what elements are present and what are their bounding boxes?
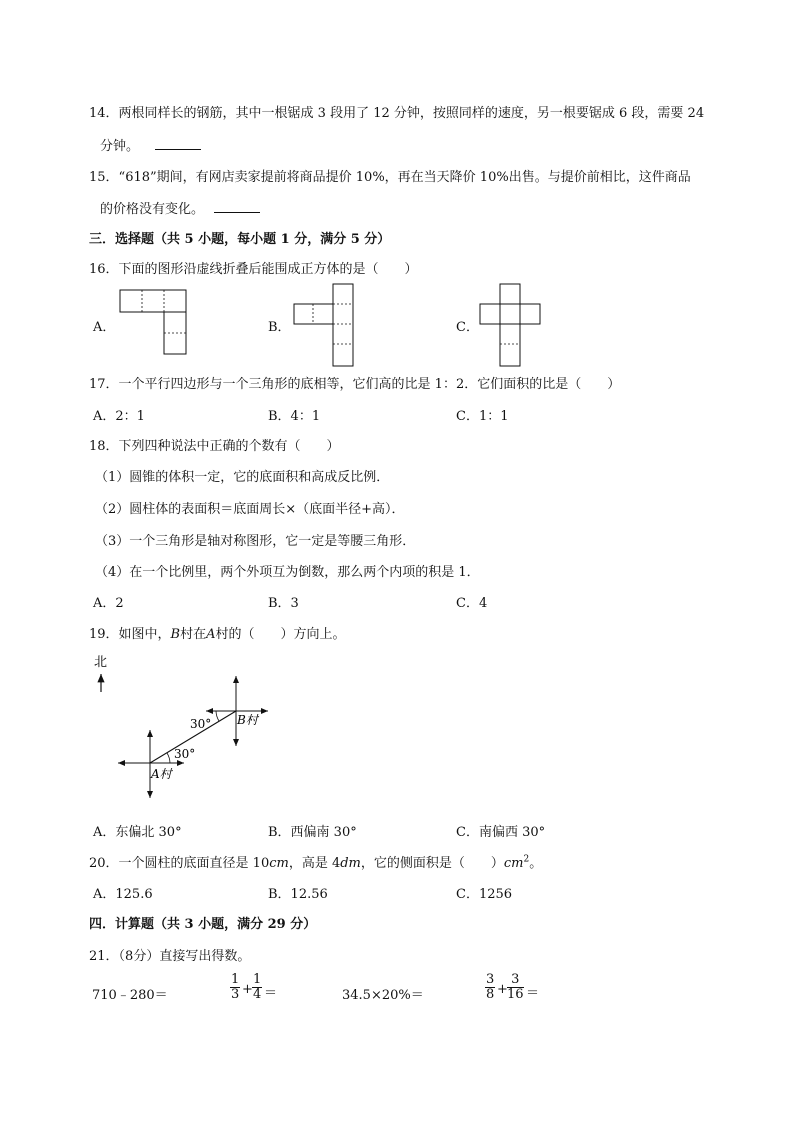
q15-line2 <box>100 198 260 217</box>
q15-line1: 15．“618”期间，有网店卖家提前将商品提价 10%，再在当天降价 10%出售。与提价前相比，这件商品 <box>89 170 691 185</box>
q19-option-a[interactable]: A．东偏北 30° <box>93 825 182 840</box>
q19-village-b: B <box>170 627 181 642</box>
q21-expr-2-op: + <box>242 982 253 997</box>
q19-mid: 村在 <box>180 627 207 642</box>
section3-title: 三．选择题（共 5 小题，每小题 1 分，满分 5 分） <box>89 232 391 247</box>
q16-option-a[interactable]: A． <box>93 320 116 335</box>
q15-answer-blank <box>214 211 260 213</box>
q17-text: 17．一个平行四边形与一个三角形的底相等，它们高的比是 1：2．它们面积的比是（ ） <box>89 377 621 392</box>
q21-expr-3: 34.5×20%＝ <box>342 988 424 1003</box>
q20-unit-dm: dm <box>340 856 361 871</box>
q20-text <box>89 852 542 871</box>
q21-expr-1: 710﹣280＝ <box>92 988 168 1003</box>
q21-expr-4-frac-1 <box>485 973 495 1002</box>
angle-label-bottom: 30° <box>174 747 196 761</box>
frac-denominator: 8 <box>486 987 495 1002</box>
q20-option-c[interactable]: C．1256 <box>456 887 513 902</box>
q16-option-c[interactable]: C． <box>456 320 479 335</box>
q21-expr-2-eq: ＝ <box>264 986 278 1001</box>
q21-expr-2-frac-1 <box>230 973 240 1002</box>
q18-statement-1: （1）圆锥的体积一定，它的底面积和高成反比例． <box>95 470 390 485</box>
a-village-label: A村 <box>151 767 172 781</box>
q14-line2 <box>100 135 201 154</box>
q20-end: 。 <box>529 856 543 871</box>
q21-expr-4-frac-2 <box>507 973 524 1002</box>
q19-village-a: A <box>206 627 216 642</box>
q19-text <box>89 623 346 642</box>
q20-unit-cm2: cm <box>503 856 524 871</box>
frac-numerator: 1 <box>253 972 262 987</box>
cube-net-b-figure <box>292 282 358 368</box>
frac-numerator: 3 <box>486 972 495 987</box>
north-label: 北 <box>94 655 108 670</box>
b-village-axes <box>206 676 268 746</box>
q21-expr-4-eq: ＝ <box>526 986 540 1001</box>
q21-expr-2-frac-2 <box>252 973 262 1002</box>
q19-post: 村的（ ）方向上。 <box>215 627 346 642</box>
q19-pre: 19．如图中， <box>89 627 171 642</box>
q20-mid: ，高是 4 <box>288 856 341 871</box>
frac-numerator: 3 <box>507 973 524 988</box>
frac-numerator: 1 <box>231 972 240 987</box>
frac-denominator: 3 <box>231 987 240 1002</box>
q16-option-b[interactable]: B． <box>268 320 291 335</box>
q16-text: 16．下面的图形沿虚线折叠后能围成正方体的是（ ） <box>89 262 418 277</box>
q20-pre: 20．一个圆柱的底面直径是 10 <box>89 856 270 871</box>
a-village-axes <box>118 730 184 798</box>
q21-expr-4-op: + <box>497 982 508 997</box>
q20-unit-cm: cm <box>269 856 289 871</box>
q18-statement-4: （4）在一个比例里，两个外项互为倒数，那么两个内项的积是 1． <box>95 565 480 580</box>
q20-option-b[interactable]: B．12.56 <box>268 887 328 902</box>
q18-statement-3: （3）一个三角形是轴对称图形，它一定是等腰三角形． <box>95 534 416 549</box>
q14-line2-text: 分钟。 <box>100 139 140 154</box>
frac-denominator: 4 <box>253 987 262 1002</box>
q19-option-b[interactable]: B．西偏南 30° <box>268 825 357 840</box>
q17-option-c[interactable]: C．1：1 <box>456 409 509 424</box>
angle-label-top: 30° <box>190 717 212 731</box>
angle-arc-b <box>216 711 219 721</box>
q14-answer-blank <box>155 148 201 150</box>
direction-diagram <box>88 648 274 806</box>
cube-net-c-figure <box>478 282 542 368</box>
q19-option-c[interactable]: C．南偏西 30° <box>456 825 546 840</box>
q17-option-b[interactable]: B．4：1 <box>268 409 321 424</box>
q18-option-a[interactable]: A．2 <box>93 596 124 611</box>
q20-option-a[interactable]: A．125.6 <box>93 887 153 902</box>
q18-option-c[interactable]: C．4 <box>456 596 488 611</box>
q18-statement-2: （2）圆柱体的表面积＝底面周长×（底面半径+高）． <box>95 502 405 517</box>
q20-unit-sup: 2 <box>523 854 530 865</box>
q20-post: ，它的侧面积是（ ） <box>360 856 504 871</box>
angle-arc-a <box>167 753 170 763</box>
q18-option-b[interactable]: B．3 <box>268 596 299 611</box>
frac-denominator: 16 <box>507 987 524 1002</box>
q18-text: 18．下列四种说法中正确的个数有（ ） <box>89 439 340 454</box>
section4-title: 四．计算题（共 3 小题，满分 29 分） <box>89 917 317 932</box>
cube-net-a-figure <box>118 288 190 356</box>
q15-line2-text: 的价格没有变化。 <box>100 202 205 217</box>
q14-line1: 14．两根同样长的钢筋，其中一根锯成 3 段用了 12 分钟，按照同样的速度，另一根要锯成 6 段，需要 24 <box>89 106 705 121</box>
q17-option-a[interactable]: A．2：1 <box>93 409 145 424</box>
q21-text: 21．（8分）直接写出得数。 <box>89 949 251 964</box>
b-village-label: B村 <box>237 713 258 727</box>
